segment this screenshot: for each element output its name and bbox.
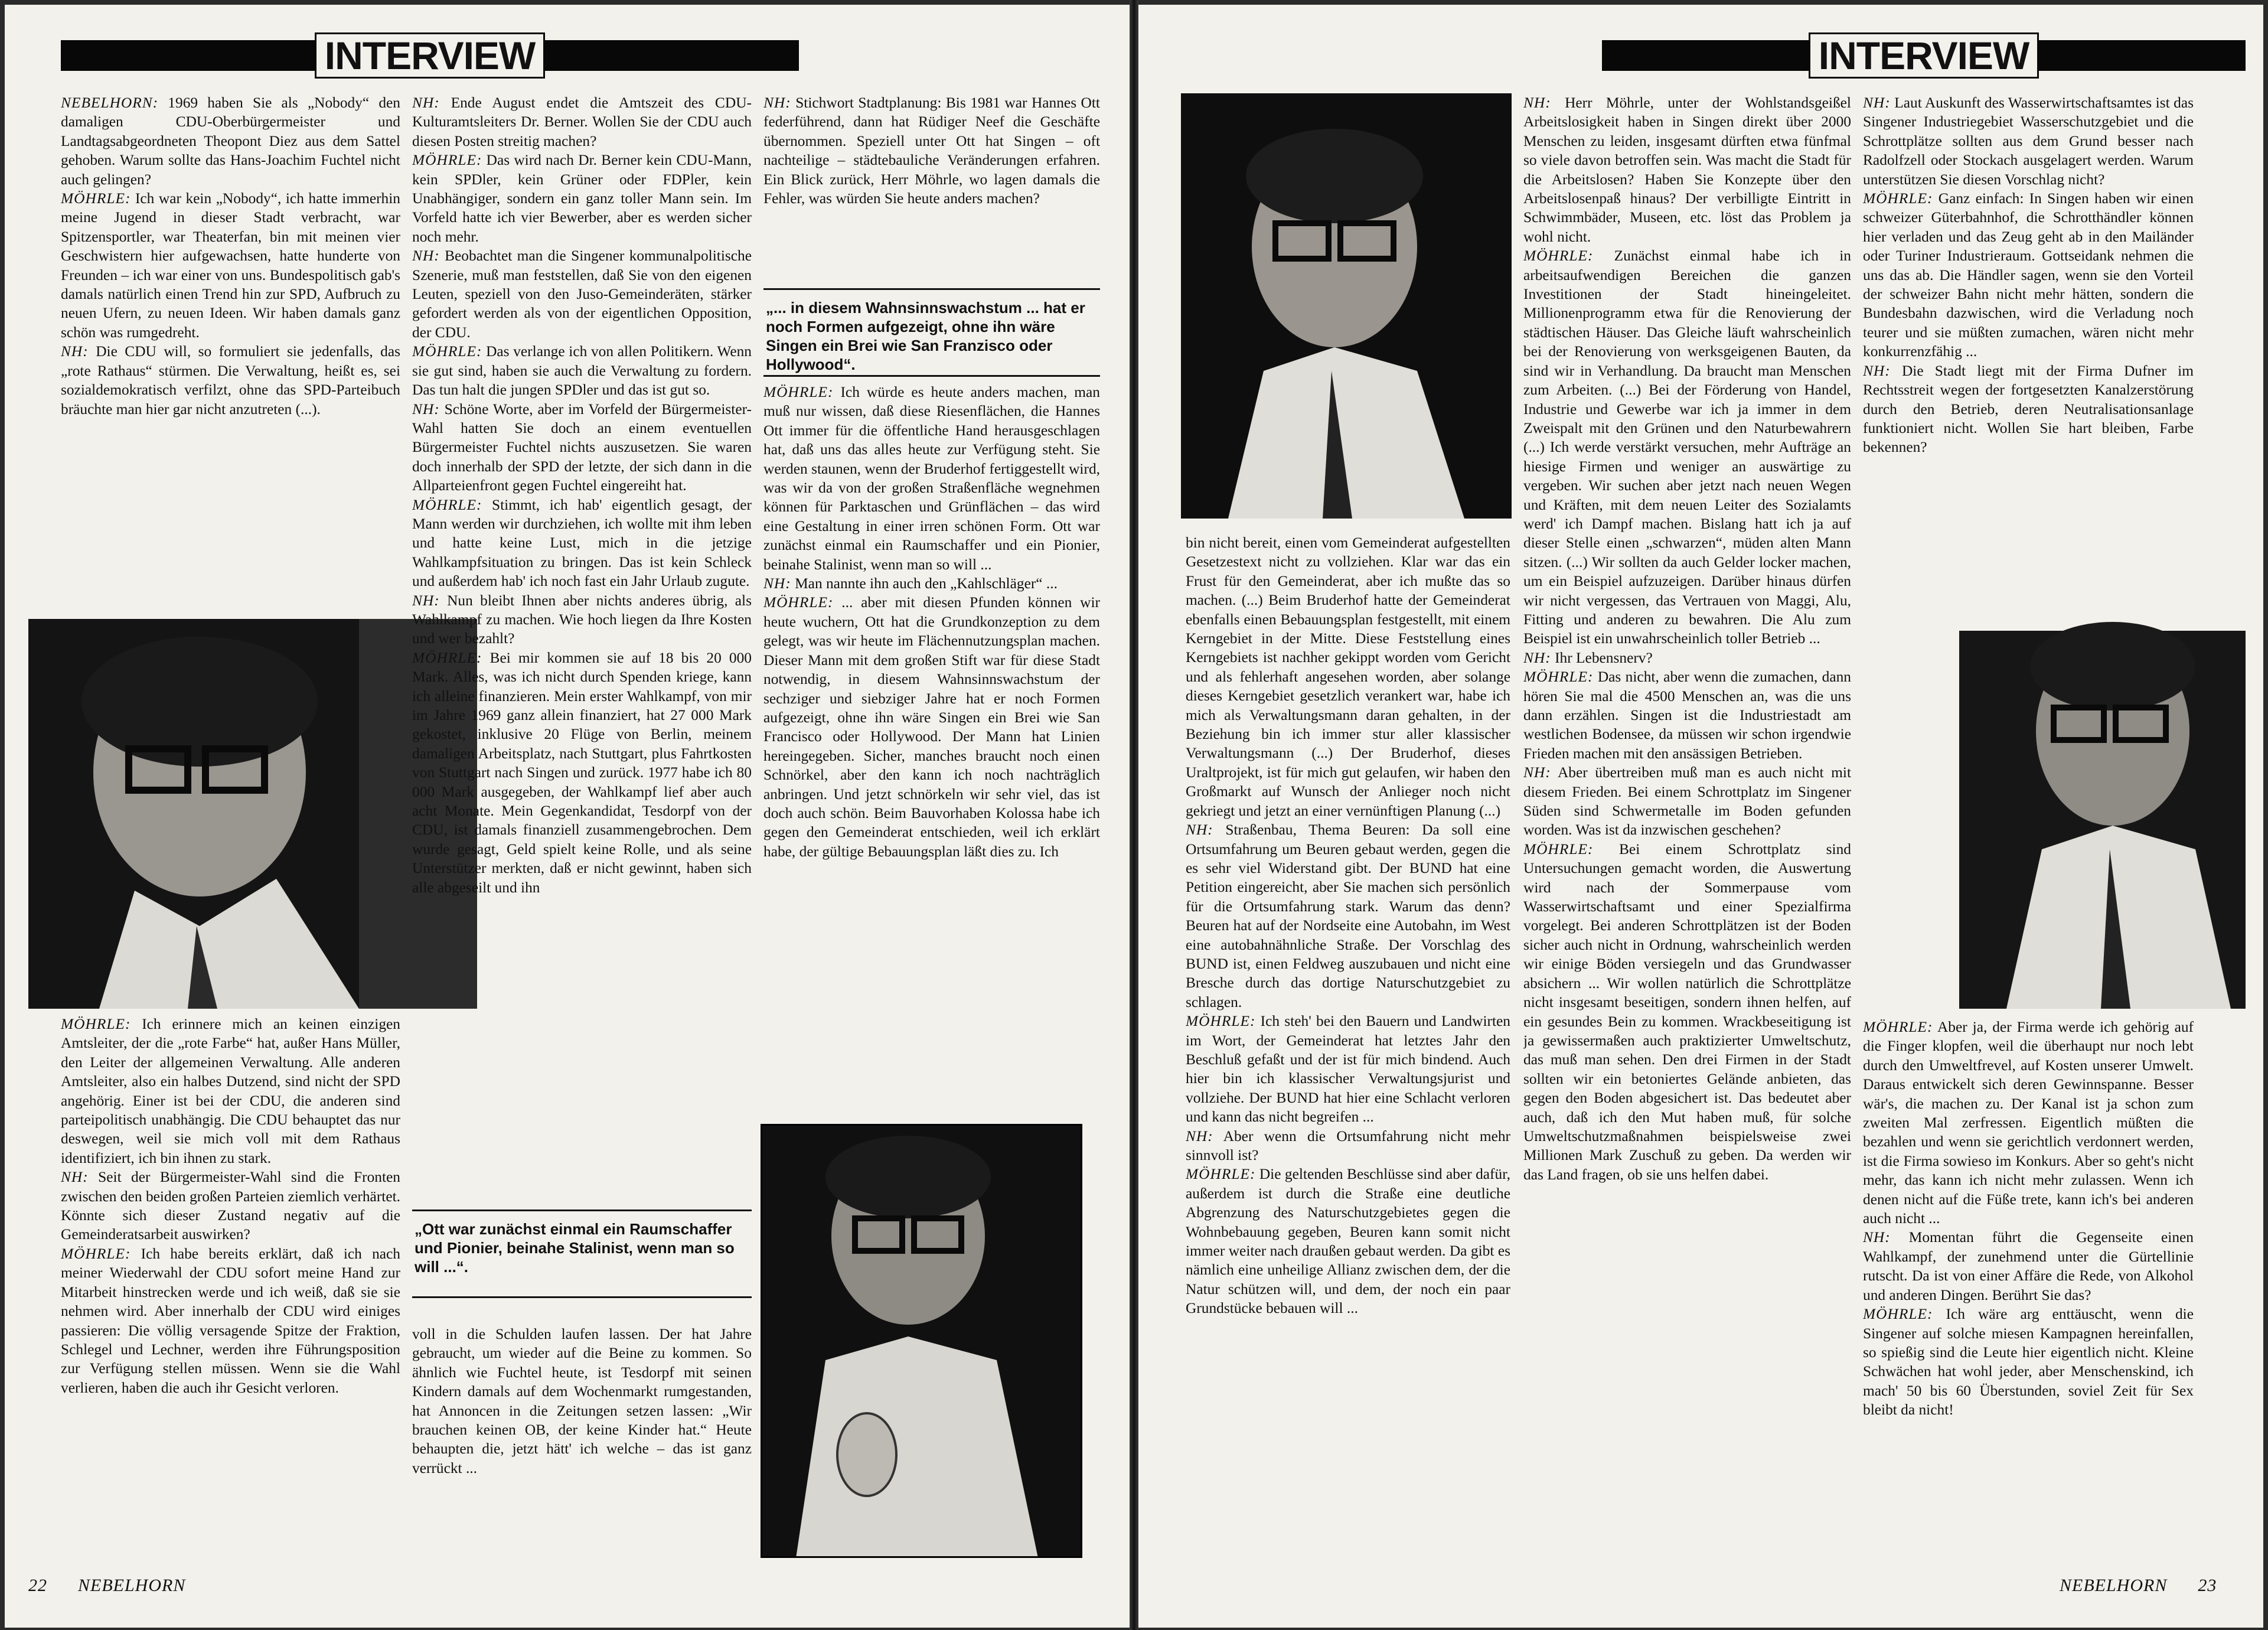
header-rule-right xyxy=(545,40,799,71)
paragraph: Seit der Bürgermeister-Wahl sind die Fronten zwischen den beiden großen Parteien ziemlich verhärtet. Könnte sich dieser Zustand negativ auf die Gemeinderatsarbeit auswirken? xyxy=(61,1169,400,1243)
speaker-label: MÖHRLE: xyxy=(1523,840,1594,858)
column-2 xyxy=(412,93,752,1198)
paragraph: voll in die Schulden laufen lassen. Der hat Jahre gebraucht, um wieder auf die Beine zu kommen. So ähnlich wie Fuchtel heute, ist Tesdorpf mit seinen Kindern damals auf dem Wochenmarkt rumgestanden, hat Annoncen in die Zeitungen setzen lassen: „Wir brauchen keinen OB, der keine Kinder hat.“ Heute behaupten die, jetzt hätt' ich welche – das ist ganz verrückt ... xyxy=(412,1326,752,1476)
speaker-label: MÖHRLE: xyxy=(1186,1166,1256,1183)
speaker-label: NH: xyxy=(1523,764,1551,781)
paragraph: Straßenbau, Thema Beuren: Da soll eine Ortsumfahrung um Beuren gebaut werden, gegen die es sehr viel Widerstand gibt. Der BUND hat eine Petition eingereicht, aber Sie machen sich persönlich für die Ortsumfahrung stark. Warum das denn? Beuren hat auf der Nordseite eine Autobahn, im West eine autobahnähnliche Straße. Der Vorschlag des BUND ist, einen Feldweg auszubauen und nicht eine Bresche durch das dortige Naturschutzgebiet zu schlagen. xyxy=(1186,821,1510,1010)
paragraph: Ich war kein „Nobody“, ich hatte immerhin meine Jugend in dieser Stadt verbracht, war Spitzensportler, war Theaterfan, bin mit meinen vier Geschwistern hier aufgewachsen, hatte hunderte von Freunden – ich war einer von uns. Bundespolitisch gab's damals natürlich einen Trend hin zur SPD, Aufbruch zu neuen Ufern, zu neuen Ideen. Wir haben damals ganz schön was rumgedreht. xyxy=(61,190,400,341)
paragraph: Bei mir kommen sie auf 18 bis 20 000 Mark. Alles, was ich nicht durch Spenden kriege, kann ich alleine finanzieren. Mein erster Wahlkampf, von mir im Jahre 1969 ganz allein finanziert, hat 27 000 Mark gekostet, inklusive 20 Flüge von Berlin, meinem damaligen Arbeitsplatz, nach Stuttgart, plus Fahrtkosten von Stuttgart nach Singen und zurück. 1977 habe ich 80 000 Mark ausgegeben, der Wahlkampf lief aber auch acht Monate. Mein Gegenkandidat, Tesdorpf von der CDU, ist damals finanziell zusammengebrochen. Dem wurde gesagt, Geld spielt keine Rolle, und als seine Unterstützer merkten, daß er nicht gewinnt, haben sich alle abgeseilt und ihn xyxy=(412,649,752,896)
speaker-label: NH: xyxy=(763,575,791,592)
paragraph: Aber wenn die Ortsumfahrung nicht mehr sinnvoll ist? xyxy=(1186,1127,1510,1163)
header-rule-right xyxy=(2039,40,2246,71)
paragraph: Das nicht, aber wenn die zumachen, dann hören Sie mal die 4500 Menschen an, was die uns dann erzählen. Singen ist die Industriestadt am westlichen Bodensee, da müssen wir schon irgendwie Frieden machen mit den ansässigen Betrieben. xyxy=(1523,669,1851,762)
speaker-label: NH: xyxy=(1863,362,1891,379)
paragraph: Ich wäre arg enttäuscht, wenn die Singener auf solche miesen Kampagnen hereinfallen, so spießig sind die Leute hier eigentlich nicht. Kleine Schwächen hat wohl jeder, aber Menschenskind, ich mach' 50 bis 60 Überstunden, soviel Zeit für Sex bleibt da nicht! xyxy=(1863,1306,2194,1419)
speaker-label: NH: xyxy=(1523,94,1551,111)
speaker-label: NEBELHORN: xyxy=(61,94,159,111)
paragraph: Ich steh' bei den Bauern und Landwirten im Wort, der Gemeinderat hat letztes Jahr den Beschluß gefaßt und der ist für mich bindend. Auch hier bin ich klassischer Verwaltungsjurist und vollziehe. Der BUND hat hier eine Schlacht verloren und kann das nicht begreifen ... xyxy=(1186,1013,1510,1126)
speaker-label: NH: xyxy=(1186,1127,1213,1145)
pull-quote-stalinist: „Ott war zunächst einmal ein Raumschaffer und Pionier, beinahe Stalinist, wenn man so will ...“. xyxy=(412,1210,752,1298)
header-bar-left xyxy=(61,34,799,77)
paragraph: Das verlange ich von allen Politikern. Wenn sie gut sind, haben sie auch die Verwaltung zu fordern. Das tun halt die jungen SPDler und das ist gut so. xyxy=(412,343,752,399)
section-title-left: INTERVIEW xyxy=(315,32,545,79)
paragraph: Ich habe bereits erklärt, daß ich nach meiner Wiederwahl der CDU sofort meine Hand zur Mitarbeit hinstrecken werde und ich weiß, daß sie sie nehmen wird. Aber innerhalb der CDU wird einiges passieren: Die völlig versagende Spitze der Fraktion, Schlegel und Lechner, werden ihre Führungsposition zur Verfügung stellen müssen. Wenn sie die Wahl verlieren, haben die auch ihr Gesicht verloren. xyxy=(61,1245,400,1396)
paragraph: Ganz einfach: In Singen haben wir einen schweizer Güterbahnhof, die Schrotthändler können hier verladen und das Zeug geht ab in den Mailänder oder Turiner Industrieraum. Gottseidank nehmen die uns das ab. Die Händler sagen, wenn sie den Vorteil der schweizer Bahn nicht mehr hätten, sondern die Bundesbahn dazwischen, wird die Verladung noch teurer und sie müßten zumachen, wären nicht mehr konkurrenzfähig ... xyxy=(1863,190,2194,360)
speaker-label: NH: xyxy=(1863,94,1891,111)
page-folio-left xyxy=(28,1576,185,1596)
right-page xyxy=(1138,5,2263,1628)
speaker-label: NH: xyxy=(412,247,440,265)
paragraph: Das wird nach Dr. Berner kein CDU-Mann, kein SPDler, kein Grüner oder FDPler, kein Unabhängiger, sondern ein ganz toller Mann sein. Im Vorfeld hatte ich vier Bewerber, aber es werden sicher noch mehr. xyxy=(412,152,752,245)
speaker-label: NH: xyxy=(1186,821,1213,839)
portrait-with-glass-photo xyxy=(761,1124,1082,1558)
speaker-label: MÖHRLE: xyxy=(1186,1013,1256,1030)
speaker-label: MÖHRLE: xyxy=(61,190,131,207)
column-1-bottom xyxy=(61,1015,400,1558)
column-3-top xyxy=(763,93,1100,282)
page-folio-right xyxy=(2060,1576,2217,1596)
portrait-with-glass-graphic xyxy=(761,1124,1082,1558)
speaker-label: NH: xyxy=(412,400,440,418)
pull-quote-wahnsinnswachstum: „... in diesem Wahnsinnswachstum ... hat er noch Formen aufgezeigt, ohne ihn wäre Singen ein Brei wie San Franzisco oder Hollywood“. xyxy=(763,288,1100,377)
paragraph: Herr Möhrle, unter der Wohlstandsgeißel Arbeitslosigkeit haben in Singen direkt über 2000 Menschen zu leiden, insgesamt dürften etwa fünfmal so viele davon betroffen sein. Was macht die Stadt für die Arbeitslosen? Haben Sie Konzepte über den Arbeitslosenpaß hinaus? Der verbilligte Eintritt in Schwimmbäder, Museen, etc. löst das Problem ja wohl nicht. xyxy=(1523,94,1851,245)
speaker-label: MÖHRLE: xyxy=(763,384,834,400)
portrait-photo-graphic xyxy=(28,619,477,1009)
paragraph: Nun bleibt Ihnen aber nichts anderes übrig, als Wahlkampf zu machen. Wie hoch liegen da Ihre Kosten und wer bezahlt? xyxy=(412,592,752,647)
speaker-label: NH: xyxy=(763,94,791,111)
page-gutter xyxy=(1130,0,1138,1630)
speaker-label: NH: xyxy=(1523,649,1551,666)
column-1-top xyxy=(61,93,400,536)
portrait-seated-photo xyxy=(1936,595,2246,1009)
speaker-label: MÖHRLE: xyxy=(412,496,482,513)
paragraph: Momentan führt die Gegenseite einen Wahlkampf, der zunehmend unter die Gürtellinie rutscht. Da ist von einer Affäre die Rede, von Alkohol und anderen Dingen. Berührt Sie das? xyxy=(1863,1229,2194,1303)
page-number: 23 xyxy=(2198,1576,2217,1595)
paragraph: 1969 haben Sie als „Nobody“ den damaligen CDU-Oberbürgermeister und Landtagsabgeordneten Theopont Diez aus dem Sattel gehoben. Warum sollte das Hans-Joachim Fuchtel nicht auch gelingen? xyxy=(61,94,400,188)
header-rule-left xyxy=(61,40,315,71)
header-bar-right xyxy=(1602,34,2246,77)
paragraph: Aber übertreiben muß man es auch nicht mit diesem Frieden. Bei einem Schrottplatz im Singener Süden sind Schwermetalle im Boden gefunden worden. Was ist da inzwischen geschehen? xyxy=(1523,764,1851,839)
paragraph: Beobachtet man die Singener kommunalpolitische Szenerie, muß man feststellen, daß Sie von den eigenen Leuten, speziell von den Juso-Gemeinderäten, stärker gefordert werden als von der eigentlichen Opposition, der CDU. xyxy=(412,247,752,341)
speaker-label: MÖHRLE: xyxy=(412,343,482,360)
speaker-label: MÖHRLE: xyxy=(412,152,482,169)
speaker-label: MÖHRLE: xyxy=(1863,1019,1933,1035)
speaker-label: MÖHRLE: xyxy=(1523,669,1594,686)
portrait-photo xyxy=(28,619,477,1009)
header-rule-left xyxy=(1602,40,1809,71)
paragraph: Ich erinnere mich an keinen einzigen Amtsleiter, der die „rote Farbe“ hat, außer Hans Müller, den Leiter der allgemeinen Verwaltung. Alle anderen Amtsleiter, also ein halbes Dutzend, sind nicht der SPD angehörig. Einer ist bei der CDU, die anderen sind parteipolitisch unabhängig. Die CDU behauptet das nur deswegen, weil sie mich voll mit dem Rathaus identifiziert, ich bin ihnen zu stark. xyxy=(61,1016,400,1166)
speaker-label: NH: xyxy=(412,592,440,609)
paragraph: Bei einem Schrottplatz sind Untersuchungen gemacht worden, die Auswertung wird nach der Sommerpause vom Wasserwirtschaftsamt und einer Spezialfirma vorgelegt. Bei anderen Schrottplätzen ist der Boden sicher auch nicht in Ordnung, wahrscheinlich werden wir einige Böden versiegeln und das Grundwasser absichern ... Wir wollen natürlich die Schrottplätze nicht insgesamt beseitigen, sondern ihnen helfen, auf ein gesundes Bein zu kommen. Wrackbeseitigung ist ja gewissermaßen auch praktizierter Umweltschutz, das muß man sehen. Den drei Firmen in der Stadt sollten wir ein betoniertes Gelände anbieten, das gegen den Boden abgesichert ist. Das bedeutet aber auch, daß ich den Mut haben muß, für solche Umweltschutzmaßnahmen beispielsweise zwei Millionen Mark Zuschuß zu geben. Da werden wir das Land fragen, ob sie uns helfen dabei. xyxy=(1523,840,1851,1183)
speaker-label: NH: xyxy=(61,1169,89,1186)
column-5 xyxy=(1523,93,1851,1570)
paragraph: bin nicht bereit, einen vom Gemeinderat aufgestellten Gesetzestext nicht zu vollziehen. Klar war das ein Frust für den Gemeinderat, aber ich mußte das so machen. (...) Beim Bruderhof hatte der Gemeinderat ebenfalls einen Bebauungsplan festgestellt, mit einem Kerngebiet in der Mitte. Diese Feststellung eines Kerngebiets ist nachher gekippt worden vom Gericht und als fehlerhaft angesehen worden, aber solange dieses Kerngebiet gesetzlich verankert war, habe ich mich als Verwaltungsmann daran gehalten, in der Beziehung bin ich immer stur aller klassischer Verwaltungsmann (...) Der Bruderhof, dieses Uraltprojekt, ist für mich gut gelaufen, wir haben den Großmarkt auf Wunsch der Anlieger noch nicht gekriegt und jetzt an einer vernünftigen Planung (...) xyxy=(1186,534,1510,819)
paragraph: Schöne Worte, aber im Vorfeld der Bürgermeister-Wahl hatten Sie doch an einem eventuellen Bürgermeister Fuchtel nichts auszusetzen. Sie waren doch innerhalb der SPD der letzte, der sich dann in die Allparteienfront gegen Fuchtel eingereiht hat. xyxy=(412,400,752,494)
speaker-label: MÖHRLE: xyxy=(61,1016,131,1032)
paragraph: Aber ja, der Firma werde ich gehörig auf die Finger klopfen, weil die überhaupt nur noch lebt durch den Umweltfrevel, auf Kosten unserer Umwelt. Daraus entwickelt sich deren Gewinnspanne. Besser wär's, die machen zu. Der Kanal ist ja schon zum zweiten Mal zerfressen. Eigentlich müßten die bezahlen und wenn sie gerichtlich verdonnert werden, ist die Firma sowieso im Konkurs. Aber so geht's nicht mehr, das kann ich nicht mehr zulassen. Wenn ich denen nicht auf die Füße trete, kann ich's bei anderen auch nicht ... xyxy=(1863,1019,2194,1227)
magazine-name: NEBELHORN xyxy=(78,1576,186,1595)
portrait-looking-away-photo xyxy=(1181,93,1512,519)
paragraph: Zunächst einmal habe ich in arbeitsaufwendigen Bereichen die ganzen Investitionen der Stadt hineingeleitet. Millionenprogramm etwa für die Renovierung der städtischen Häuser. Das Gleiche läuft wahrscheinlich bei der Renovierung von werksgeigenen Bauten, da sind wir in Verhandlung. Da braucht man Menschen zum Arbeiten. (...) Bei der Förderung von Handel, Industrie und Gewerbe war ich ja immer in dem Zweispalt mit den Grünen und den Naturbewahrern (...) Ich werde verstärkt versuchen, mehr Aufträge an hiesige Firmen und weniger an auswärtige zu vergeben. Wir suchen aber jetzt nach neuen Wegen und Kräften, mit dem neuen Leiter des Sozialamts werd' ich Dampf machen. Bislang hatt ich ja auf dieser Stelle einen „schwarzen“, müden alten Mann sitzen. (...) Wir sollten da auch Gelder locker machen, um ein Beispiel aufzuzeigen. Darüber hinaus dürfen wir nicht vergessen, das Vertrauen von Maggi, Alu, Fitting und anderen zu bewahren. Die Alu zum Beispiel ist ein unwahrscheinlich toller Betrieb ... xyxy=(1523,247,1851,647)
speaker-label: NH: xyxy=(61,343,89,360)
paragraph: Die geltenden Beschlüsse sind aber dafür, außerdem ist durch die Straße eine deutliche Abgrenzung des Naturschutzgebietes gegen die Wohnbebauung gegeben, Beuren kann somit nicht immer weiter nach draußen gebaut werden. Da gibt es nämlich eine unheilige Allianz zwischen dem, der die Natur schützen will, und dem, der noch ein paar Grundstücke bebauen will ... xyxy=(1186,1166,1510,1317)
column-4 xyxy=(1186,533,1510,1567)
paragraph: ... aber mit diesen Pfunden können wir heute wuchern, Ott hat die Grundkonzeption zu dem gelegt, was wir heute im Flächennutzungsplan machen. Dieser Mann mit dem großen Stift war für diese Stadt notwendig, in diesem Wahnsinnswachstum der sechziger und siebziger Jahre hat er noch Formen aufgezeigt, ohne ihn wäre Singen ein Brei wie San Francisco oder Hollywood. Der Mann hat Linien hereingegeben. Sicher, manches braucht noch einen Schnörkel, aber den kann ich noch nachträglich anbringen. Und jetzt schnörkeln wir sehr viel, das ist doch auch schön. Beim Bauvorhaben Kolossa habe ich gegen den Gemeinderat entschieden, weil ich erklärt habe, der gültige Bebauungsplan läßt dies zu. Ich xyxy=(763,594,1100,860)
speaker-label: MÖHRLE: xyxy=(412,649,482,666)
column-6-bottom xyxy=(1863,1018,2194,1567)
paragraph: Ich würde es heute anders machen, man muß nur wissen, daß diese Riesenflächen, die Hannes Ott immer für die öffentliche Hand herausgeschlagen hat, daß uns das alles heute zur Verfügung steht. Sie werden staunen, wenn der Bruderhof fertiggestellt wird, was wir da von der großen Straßenfläche wegnehmen können für Parktaschen und Grünflächen – das wird eine Gestaltung in einer irren schönen Form. Ott war zunächst einmal ein Raumschaffer und ein Pionier, beinahe Stalinist, wenn man so will ... xyxy=(763,384,1100,573)
paragraph: Man nannte ihn auch den „Kahlschläger“ ... xyxy=(795,575,1058,592)
paragraph: Die Stadt liegt mit der Firma Dufner im Rechtsstreit wegen der fortgesetzten Kanalzerstörung durch den Betrieb, deren Neutralisationsanlage funktioniert nicht. Wollen Sie hart bleiben, Farbe bekennen? xyxy=(1863,362,2194,456)
paragraph: Stimmt, ich hab' eigentlich gesagt, der Mann werden wir durchziehen, ich wollte mit ihm leben und hatte keine Lust, mich in die jetzige Wahlkampfsituation zu bringen. Das ist kein Schleck und außerdem hab' ich noch fast ein Jahr Urlaub zugute. xyxy=(412,496,752,590)
page-number: 22 xyxy=(28,1576,47,1595)
column-3-bottom xyxy=(763,383,1100,1080)
paragraph: Ihr Lebensnerv? xyxy=(1555,649,1653,666)
speaker-label: MÖHRLE: xyxy=(1523,247,1594,265)
speaker-label: NH: xyxy=(412,94,440,111)
paragraph: Die CDU will, so formuliert sie jedenfalls, das „rote Rathaus“ stürmen. Die Verwaltung, heißt es, sei sozialdemokratisch verfilzt, ohne das SPD-Parteibuch bräuchte man hier gar nicht anzutreten (...). xyxy=(61,343,400,418)
section-title-right: INTERVIEW xyxy=(1809,32,2039,79)
magazine-name: NEBELHORN xyxy=(2060,1576,2168,1595)
speaker-label: MÖHRLE: xyxy=(61,1245,131,1262)
speaker-label: MÖHRLE: xyxy=(1863,190,1933,207)
speaker-label: MÖHRLE: xyxy=(763,594,834,611)
portrait-seated-graphic xyxy=(1936,595,2246,1009)
column-6-top xyxy=(1863,93,2194,589)
portrait-looking-away-graphic xyxy=(1181,93,1512,519)
paragraph: Ende August endet die Amtszeit des CDU-Kulturamtsleiters Dr. Berner. Wollen Sie der CDU auch diesen Posten streitig machen? xyxy=(412,94,752,149)
speaker-label: MÖHRLE: xyxy=(1863,1306,1933,1323)
paragraph: Stichwort Stadtplanung: Bis 1981 war Hannes Ott federführend, dann hat Rüdiger Neef die Geschäfte übernommen. Speziell unter Ott hat Singen – oft nachteilige – städtebauliche Veränderungen erfahren. Ein Blick zurück, Herr Möhrle, wo lagen damals die Fehler, was würden Sie heute anders machen? xyxy=(763,94,1100,207)
speaker-label: NH: xyxy=(1863,1229,1891,1246)
left-page xyxy=(5,5,1130,1628)
paragraph: Laut Auskunft des Wasserwirtschaftsamtes ist das Singener Industriegebiet Wasserschutzgebiet und die Schrottplätze sollten aus dem Grund besser nach Radolfzell oder Stockach ausgelagert werden. Warum unterstützen Sie diesen Vorschlag nicht? xyxy=(1863,94,2194,188)
column-2-bottom xyxy=(412,1325,752,1561)
